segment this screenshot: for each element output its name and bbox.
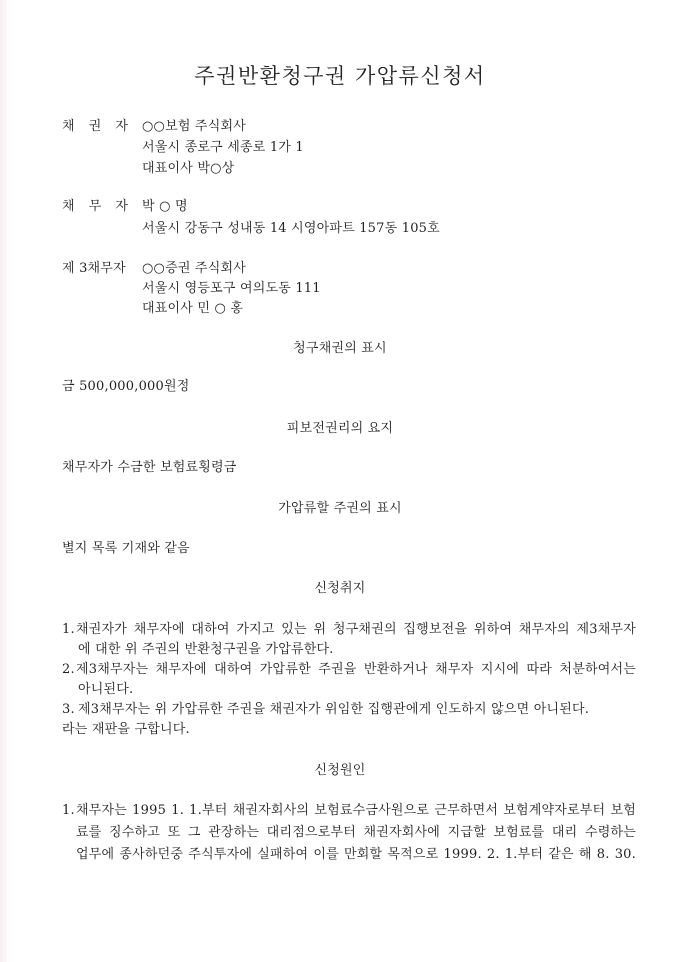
debtor-name: 박 ○ 명 — [142, 199, 188, 214]
stock-heading: 가압류할 주권의 표시 — [278, 501, 402, 516]
right-heading: 피보전권리의 요지 — [286, 421, 394, 436]
reason-item-1-number: 1. — [62, 803, 75, 818]
stock-text: 별지 목록 기재와 같음 — [62, 541, 190, 556]
purpose-item-1-line-2: 에 대한 위 주권의 반환청구권을 가압류한다. — [78, 642, 334, 657]
purpose-item-3-line-1: 제3채무자는 위 가압류한 주권을 채권자가 위임한 집행관에게 인도하지 않으면 아니된다. — [78, 702, 590, 717]
creditor-name: ○○보험 주식회사 — [142, 119, 246, 134]
purpose-item-1-number: 1. — [62, 622, 75, 637]
third-debtor-address: 서울시 영등포구 여의도동 111 — [142, 281, 321, 296]
creditor-label: 채 권 자 — [62, 119, 133, 134]
right-text: 채무자가 수금한 보험료횡령금 — [62, 460, 237, 475]
purpose-item-1-line-1: 채권자가 채무자에 대하여 가지고 있는 위 청구채권의 집행보전을 위하여 채무자의 제3채무자 — [76, 622, 636, 637]
claim-heading: 청구채권의 표시 — [293, 341, 387, 356]
purpose-item-2-line-1: 제3채무자는 채무자에 대하여 가압류한 주권을 반환하거나 채무자 지시에 따라 처분하여서는 — [76, 662, 636, 677]
creditor-representative: 대표이사 박○상 — [142, 161, 235, 176]
purpose-closing: 라는 재판을 구합니다. — [62, 722, 190, 737]
claim-amount: 금 500,000,000원정 — [62, 379, 190, 394]
reason-item-1-line-2: 료를 징수하고 또 그 관장하는 대리점으로부터 채권자회사에 지급할 보험료를 대리 수령하는 — [76, 825, 636, 840]
third-debtor-representative: 대표이사 민 ○ 홍 — [142, 301, 244, 316]
purpose-heading: 신청취지 — [314, 581, 366, 596]
reason-item-1-line-3: 업무에 종사하던중 주식투자에 실패하여 이를 만회할 목적으로 1999. 2. 1.부터 같은 해 8. 30. — [76, 847, 636, 862]
purpose-item-3-number: 3. — [62, 702, 75, 717]
third-debtor-name: ○○증권 주식회사 — [142, 261, 246, 276]
document-title: 주권반환청구권 가압류신청서 — [194, 64, 486, 88]
reason-heading: 신청원인 — [314, 763, 366, 778]
debtor-label: 채 무 자 — [62, 199, 133, 214]
reason-item-1-line-1: 채무자는 1995 1. 1.부터 채권자회사의 보험료수금사원으로 근무하면서 보험계약자로부터 보험 — [76, 803, 636, 818]
creditor-address: 서울시 종로구 세종로 1가 1 — [142, 140, 304, 155]
purpose-item-2-line-2: 아니된다. — [78, 682, 134, 697]
debtor-address: 서울시 강동구 성내동 14 시영아파트 157동 105호 — [142, 221, 440, 236]
third-debtor-label: 제 3채무자 — [62, 261, 126, 276]
purpose-item-2-number: 2. — [62, 662, 75, 677]
